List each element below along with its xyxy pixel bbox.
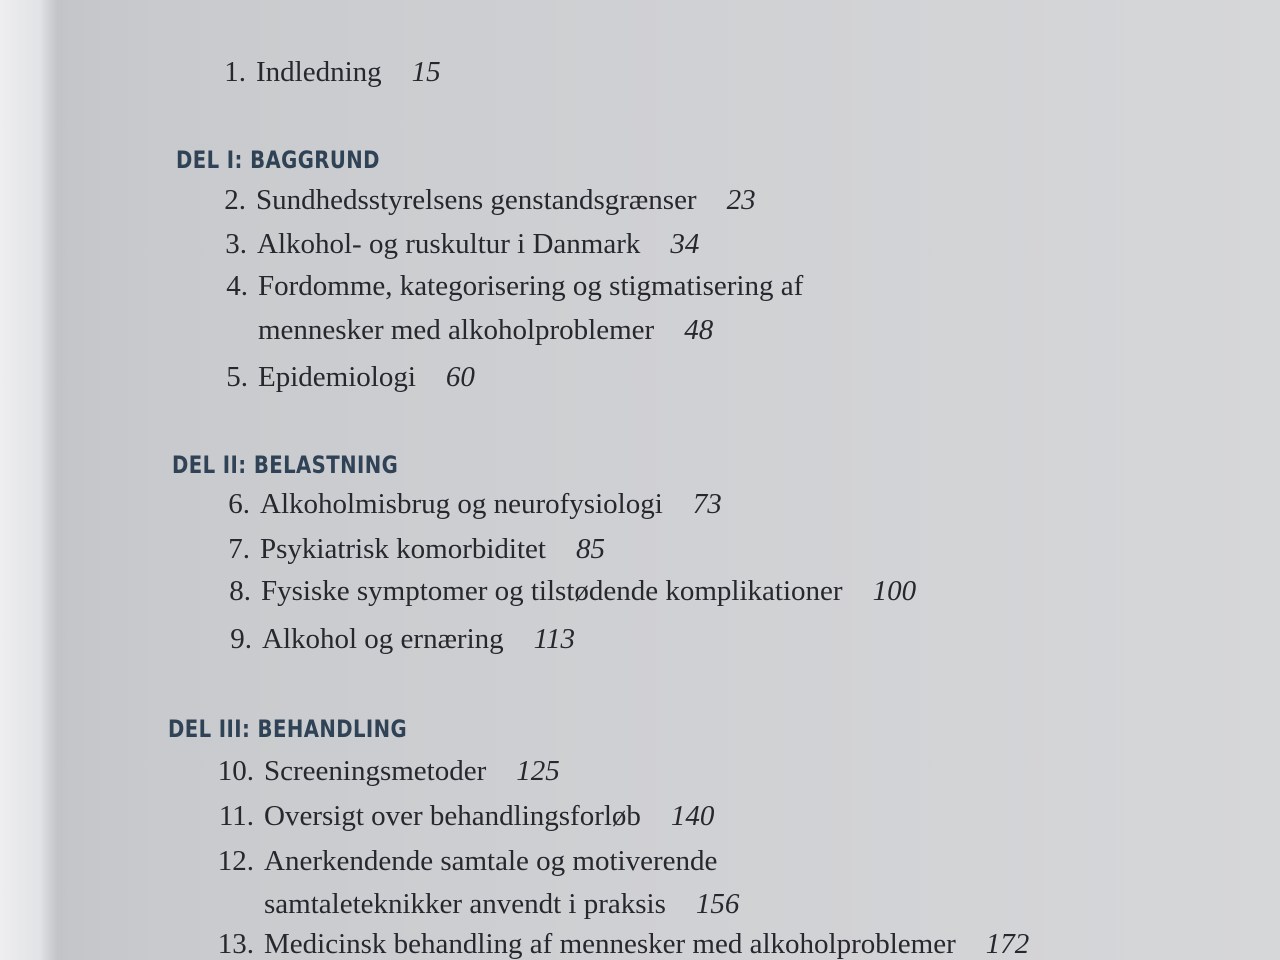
part-heading-2: DEL II: BELASTNING <box>172 451 399 479</box>
page-number: 73 <box>692 488 722 520</box>
chapter-title-continued: samtaleteknikker anvendt i praksis <box>264 888 666 920</box>
chapter-title: Alkohol- og ruskultur i Danmark <box>257 228 641 260</box>
chapter-number: 10. <box>217 755 254 787</box>
chapter-number: 4. <box>226 270 248 302</box>
chapter-number: 1. <box>224 56 246 88</box>
page-number: 113 <box>533 623 576 655</box>
chapter-title: Fysiske symptomer og tilstødende komplikationer <box>261 575 843 607</box>
chapter-number: 13. <box>217 928 254 960</box>
chapter-title: Anerkendende samtale og motiverende <box>264 845 718 877</box>
toc-entry-9 <box>224 625 575 654</box>
page-number: 60 <box>445 361 475 393</box>
page-number: 15 <box>411 56 441 88</box>
chapter-title: Screeningsmetoder <box>264 755 487 787</box>
page-number: 48 <box>684 314 714 346</box>
page-number: 125 <box>516 755 560 787</box>
chapter-title: Psykiatrisk komorbiditet <box>260 533 546 565</box>
chapter-title: Alkoholmisbrug og neurofysiologi <box>260 488 663 520</box>
chapter-number: 3. <box>225 228 247 260</box>
toc-entry-1 <box>218 58 441 87</box>
page-number: 34 <box>670 228 700 260</box>
page-number: 23 <box>726 184 756 216</box>
toc-entry-6 <box>222 490 722 519</box>
toc-entry-8 <box>223 577 916 606</box>
chapter-title-continued: mennesker med alkoholproblemer <box>258 314 655 346</box>
chapter-number: 12. <box>217 845 254 877</box>
page-number: 85 <box>575 533 605 565</box>
toc-entry-3 <box>219 230 699 259</box>
chapter-title: Epidemiologi <box>258 361 416 393</box>
toc-entry-13 <box>214 930 1029 959</box>
toc-entry-4 <box>220 272 803 301</box>
chapter-number: 8. <box>229 575 251 607</box>
chapter-number: 6. <box>228 488 250 520</box>
toc-entry-2 <box>218 186 756 215</box>
page-gutter <box>0 0 58 960</box>
page-number: 172 <box>985 928 1030 960</box>
chapter-number: 9. <box>230 623 252 655</box>
chapter-title: Alkohol og ernæring <box>262 623 504 655</box>
chapter-title: Sundhedsstyrelsens genstandsgrænser <box>256 184 697 216</box>
chapter-number: 11. <box>218 800 254 832</box>
part-heading-1: DEL I: BAGGRUND <box>176 146 380 174</box>
toc-entry-4-continued <box>258 316 713 345</box>
chapter-title: Indledning <box>256 56 382 88</box>
toc-entry-12 <box>214 847 717 876</box>
chapter-number: 7. <box>228 533 250 565</box>
chapter-title: Oversigt over behandlingsforløb <box>264 800 641 832</box>
toc-entry-10 <box>214 757 560 786</box>
chapter-number: 2. <box>224 184 246 216</box>
chapter-title: Medicinsk behandling af mennesker med alkoholproblemer <box>264 928 956 960</box>
chapter-title: Fordomme, kategorisering og stigmatisering af <box>258 270 804 302</box>
toc-entry-12-continued <box>264 890 739 919</box>
part-heading-3: DEL III: BEHANDLING <box>168 715 408 743</box>
toc-entry-11 <box>214 802 714 831</box>
chapter-number: 5. <box>226 361 248 393</box>
page-number: 156 <box>695 888 740 920</box>
toc-entry-7 <box>222 535 605 564</box>
toc-entry-5 <box>220 363 475 392</box>
page-number: 100 <box>872 575 917 607</box>
page-number: 140 <box>670 800 715 832</box>
